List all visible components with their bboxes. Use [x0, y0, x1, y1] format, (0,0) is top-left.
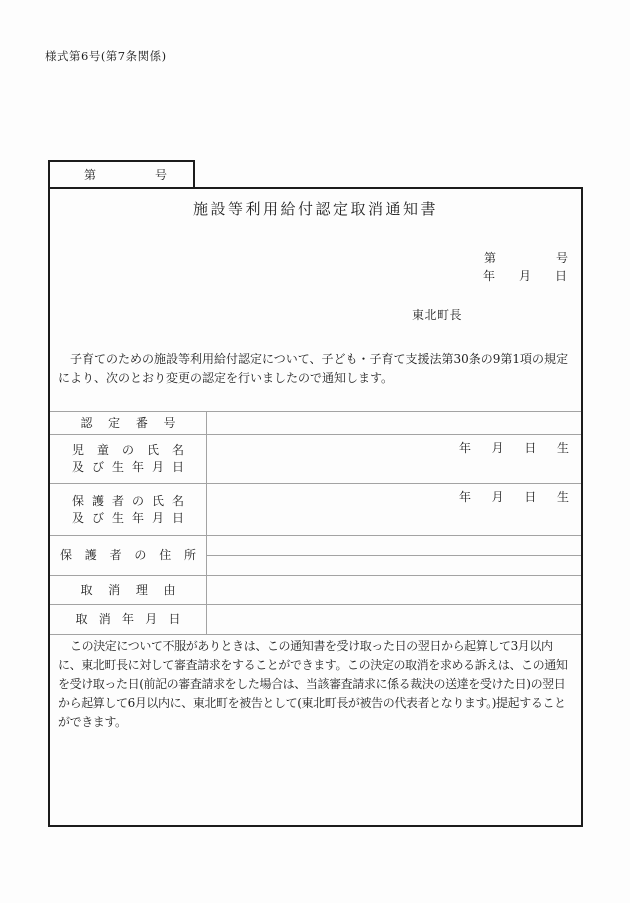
row-label-line2: 及び生年月日	[72, 460, 184, 474]
form-number-note: 様式第6号(第7条関係)	[45, 49, 167, 63]
table-row-cancellation-date	[50, 605, 581, 635]
issuer-name: 東北町長	[412, 308, 463, 322]
tab-number-prefix: 第	[84, 168, 97, 182]
row-value-cell	[207, 435, 581, 483]
row-label-cell	[50, 484, 207, 535]
row-label: 認定番号	[80, 415, 176, 430]
detail-table	[50, 411, 581, 635]
row-label: 取消年月日	[75, 612, 181, 626]
row-label-line1: 児童の氏名	[72, 443, 184, 457]
tab-number-suffix: 号	[154, 168, 167, 182]
row-label: 保護者の住所	[60, 548, 196, 562]
doc-date-line: 年 月 日	[482, 269, 567, 283]
row-label: 取消理由	[80, 582, 176, 597]
document-number-tab	[48, 160, 195, 189]
row-value-cell	[207, 536, 581, 575]
address-upper-line	[207, 536, 581, 556]
row-label-cell	[50, 412, 207, 434]
doc-number-line: 第 号	[483, 251, 568, 265]
row-label-line2: 及び生年月日	[72, 510, 184, 525]
appeal-paragraph: この決定について不服がありときは、この通知書を受け取った日の翌日から起算して3月以内に、東北町長に対して審査請求をすることができます。この決定の取消を求める訴えは、この通知を受け取った日(前記の審査請求をした場合は、当該審査請求に係る裁決の送達を受けた日)の翌日から起算して6月以内に、東北町を被告として(東北町長が被告の代表者となります。)提起することができます。	[58, 639, 568, 729]
row-value-cell	[207, 605, 581, 634]
row-label-cell	[50, 576, 207, 604]
row-value-cell	[207, 412, 581, 434]
address-lower-line	[207, 556, 581, 575]
table-row-child-name-birthdate	[50, 435, 581, 484]
birthdate-hint: 年 月 日 生	[459, 490, 569, 504]
row-label-cell	[50, 536, 207, 575]
document-title: 施設等利用給付認定取消通知書	[192, 200, 438, 218]
row-label-cell	[50, 435, 207, 483]
table-row-cancellation-reason	[50, 576, 581, 605]
row-value-cell	[207, 484, 581, 535]
notice-body	[48, 187, 583, 827]
table-row-guardian-name-birthdate	[50, 484, 581, 536]
table-row-guardian-address	[50, 536, 581, 576]
row-label-cell	[50, 605, 207, 634]
table-row-certification-number	[50, 412, 581, 435]
birthdate-hint: 年 月 日 生	[459, 441, 569, 455]
intro-paragraph: 子育てのための施設等利用給付認定について、子ども・子育て支援法第30条の9第1項の規定により、次のとおり変更の認定を行いましたので通知します。	[58, 352, 569, 385]
row-label-line1: 保護者の氏名	[72, 493, 184, 508]
row-value-cell	[207, 576, 581, 604]
